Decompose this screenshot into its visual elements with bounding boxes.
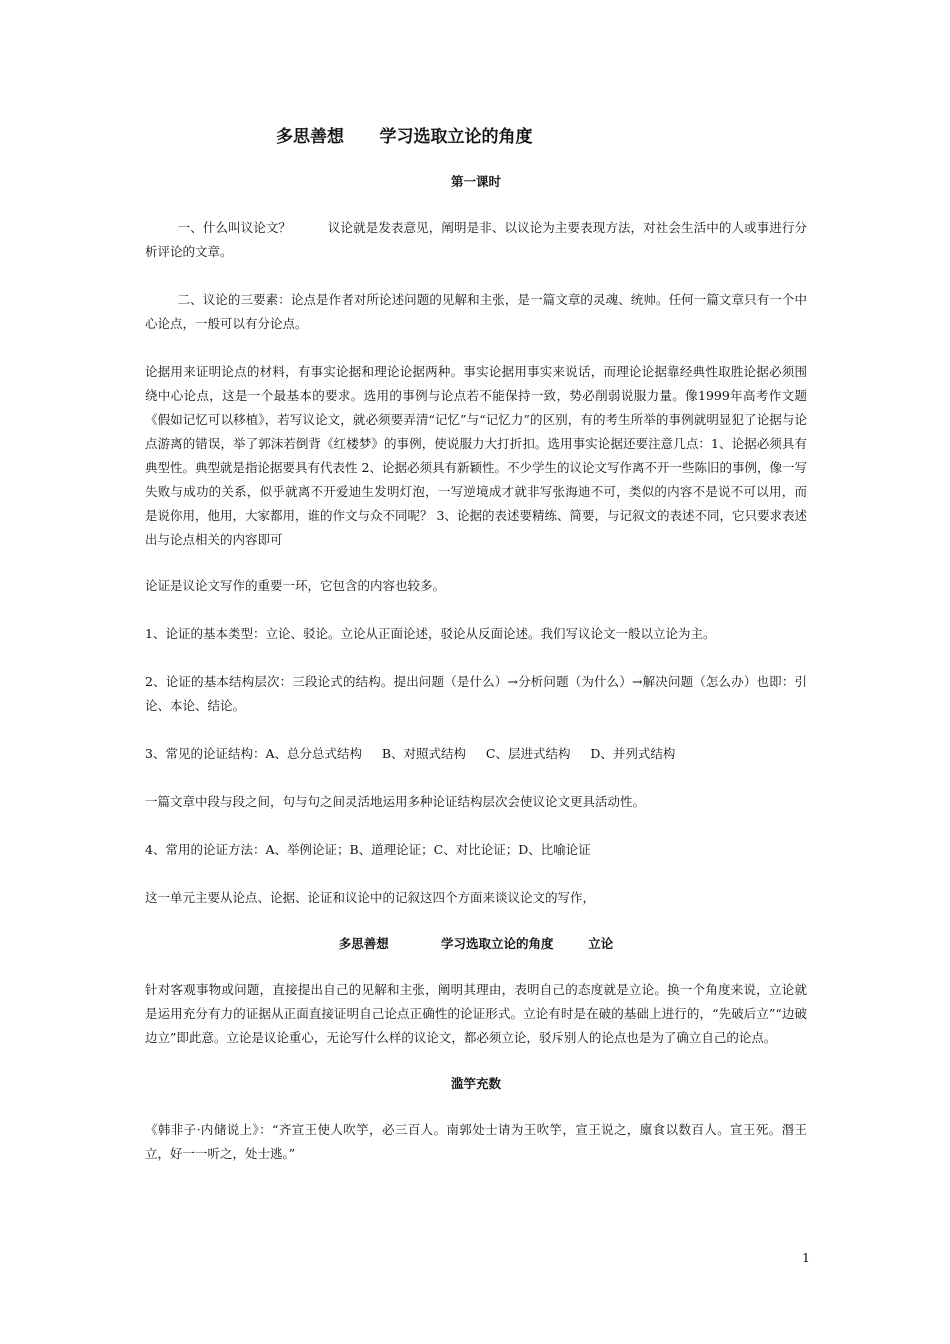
paragraph-argumentation: 论证是议论文写作的重要一环，它包含的内容也较多。 [145,578,446,593]
section-heading: 多思善想 学习选取立论的角度 立论 [338,936,614,951]
paragraph-story: 《韩非子·内储说上》：“齐宣王使人吹竽，必三百人。南郭处士请为王吹竽，宣王说之，廪食以数百人。宣王死。湣王立，好一一听之，处士逃。” [145,1122,807,1161]
paragraph-common-structures: 3、常见的论证结构：A、总分总式结构 B、对照式结构 C、层进式结构 D、并列式结构 [145,746,676,761]
paragraph-definition: 一、什么叫议论文？ 议论就是发表意见，阐明是非、以议论为主要表现方法，对社会生活中的人或事进行分析评论的文章。 [145,220,807,259]
paragraph-unit-summary: 这一单元主要从论点、论据、论证和议论中的记叙这四个方面来谈议论文的写作， [145,890,596,905]
lesson-subtitle: 第一课时 [450,174,501,189]
paragraph-structure-levels: 2、论证的基本结构层次：三段论式的结构。提出问题（是什么）→分析问题（为什么）→解决问题（怎么办）也即：引论、本论、结论。 [145,674,807,713]
paragraph-lilun: 针对客观事物或问题，直接提出自己的见解和主张，阐明其理由，表明自己的态度就是立论。换一个角度来说，立论就是运用充分有力的证据从正面直接证明自己论点正确性的论证形式。立论有时是在破的基础上进行的，“先破后立”“边破边立”即此意。立论是议论重心，无论写什么样的议论文，都必须立论，驳斥别人的论点也是为了确立自己的论点。 [145,982,807,1045]
paragraph-evidence: 论据用来证明论点的材料，有事实论据和理论论据两种。事实论据用事实来说话，而理论论据靠经典性取胜论据必须围绕中心论点，这是一个最基本的要求。选用的事例与论点若不能保持一致，势必削弱说服力量。像1999年高考作文题《假如记忆可以移植》，若写议论文，就必须要弄清“记忆”与“记忆力”的区别，有的考生所举的事例就明显犯了论据与论点游离的错误，举了郭沫若倒背《红楼梦》的事例，使说服力大打折扣。选用事实论据还要注意几点：1、论据必须具有典型性。典型就是指论据要具有代表性 2、论据必须具有新颖性。不少学生的议论文写作离不开一些陈旧的事例，像一写失败与成功的关系，似乎就离不开爱迪生发明灯泡，一写逆境成才就非写张海迪不可，类似的内容不是说不可以用，而是说你用，他用，大家都用，谁的作文与众不同呢？ 3、论据的表述要精练、简要，与记叙文的表述不同，它只要求表述出与论点相关的内容即可 [145,364,807,547]
story-heading: 滥竽充数 [450,1076,501,1091]
paragraph-flexible-use: 一篇文章中段与段之间，句与句之间灵活地运用多种论证结构层次会使议论文更具活动性。 [145,794,646,809]
paragraph-three-elements: 二、议论的三要素：论点是作者对所论述问题的见解和主张，是一篇文章的灵魂、统帅。任何一篇文章只有一个中心论点，一般可以有分论点。 [145,292,807,331]
paragraph-basic-types: 1、论证的基本类型：立论、驳论。立论从正面论述，驳论从反面论述。我们写议论文一般以立论为主。 [145,626,716,641]
document-body [145,120,807,1166]
paragraph-methods: 4、常用的论证方法：A、举例论证；B、道理论证；C、对比论证；D、比喻论证 [145,842,591,857]
document-title: 多思善想 学习选取立论的角度 [276,127,533,147]
page-number: 1 [802,1250,810,1265]
